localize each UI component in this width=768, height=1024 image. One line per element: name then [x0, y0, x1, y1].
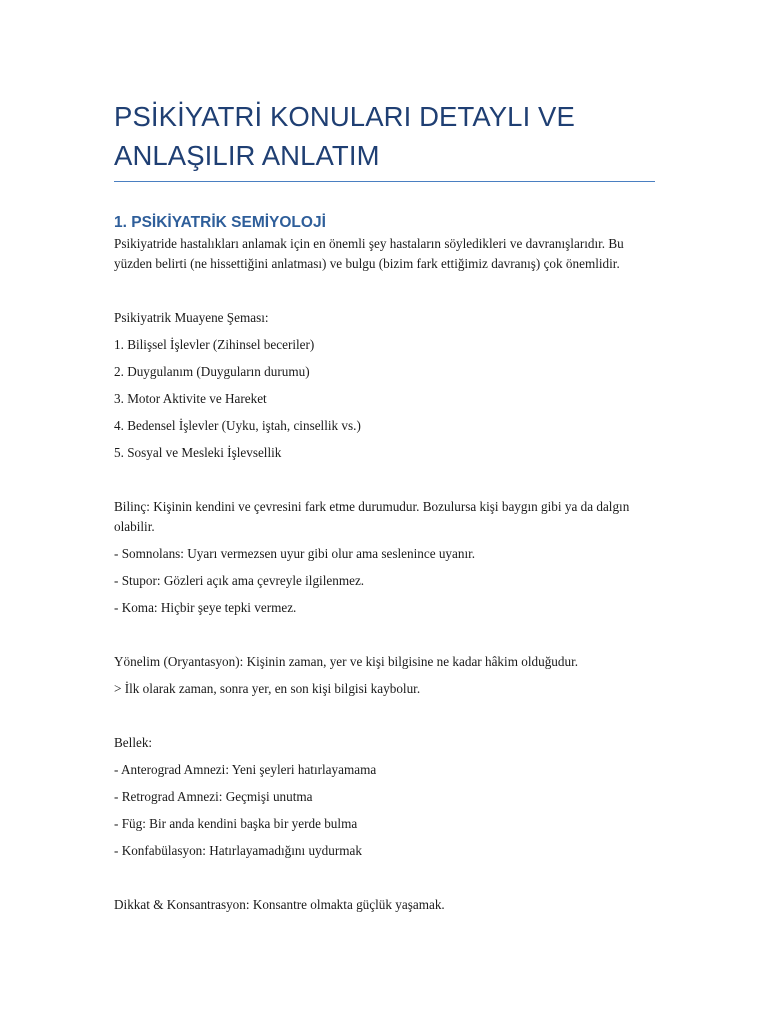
section-body	[114, 234, 655, 915]
consciousness-item: - Stupor: Gözleri açık ama çevreyle ilgilenmez.	[114, 573, 365, 588]
section-heading: 1. PSİKİYATRİK SEMİYOLOJİ	[114, 214, 326, 231]
attention-paragraph: Dikkat & Konsantrasyon: Konsantre olmakta güçlük yaşamak.	[114, 897, 445, 912]
exam-scheme-item: 5. Sosyal ve Mesleki İşlevsellik	[114, 445, 282, 460]
orientation-paragraph: Yönelim (Oryantasyon): Kişinin zaman, yer ve kişi bilgisine ne kadar hâkim olduğudur.	[114, 654, 579, 669]
title-underline	[114, 181, 655, 182]
memory-item: - Füg: Bir anda kendini başka bir yerde bulma	[114, 816, 358, 831]
consciousness-item: - Koma: Hiçbir şeye tepki vermez.	[114, 600, 297, 615]
orientation-note: > İlk olarak zaman, sonra yer, en son kişi bilgisi kaybolur.	[114, 681, 421, 696]
exam-scheme-title: Psikiyatrik Muayene Şeması:	[114, 310, 269, 325]
exam-scheme-item: 3. Motor Aktivite ve Hareket	[114, 391, 267, 406]
exam-scheme-item: 1. Bilişsel İşlevler (Zihinsel beceriler)	[114, 337, 315, 352]
memory-item: - Retrograd Amnezi: Geçmişi unutma	[114, 789, 313, 804]
memory-item: - Konfabülasyon: Hatırlayamadığını uydurmak	[114, 843, 362, 858]
intro-paragraph: Psikiyatride hastalıkları anlamak için en önemli şey hastaların söyledikleri ve davranışlarıdır. Bu yüzden belirti (ne hissettiğini anlatması) ve bulgu (bizim fark ettiğimiz davranış) çok önemlidir.	[114, 236, 624, 271]
document-page	[114, 0, 655, 915]
memory-item: - Anterograd Amnezi: Yeni şeyleri hatırlayamama	[114, 762, 377, 777]
memory-title: Bellek:	[114, 735, 153, 750]
document-title: PSİKİYATRİ KONULARI DETAYLI VE ANLAŞILIR ANLATIM	[114, 101, 575, 171]
consciousness-item: - Somnolans: Uyarı vermezsen uyur gibi olur ama seslenince uyanır.	[114, 546, 476, 561]
exam-scheme-item: 2. Duygulanım (Duyguların durumu)	[114, 364, 310, 379]
consciousness-paragraph: Bilinç: Kişinin kendini ve çevresini fark etme durumudur. Bozulursa kişi baygın gibi ya da dalgın olabilir.	[114, 499, 630, 534]
exam-scheme-item: 4. Bedensel İşlevler (Uyku, iştah, cinsellik vs.)	[114, 418, 361, 433]
